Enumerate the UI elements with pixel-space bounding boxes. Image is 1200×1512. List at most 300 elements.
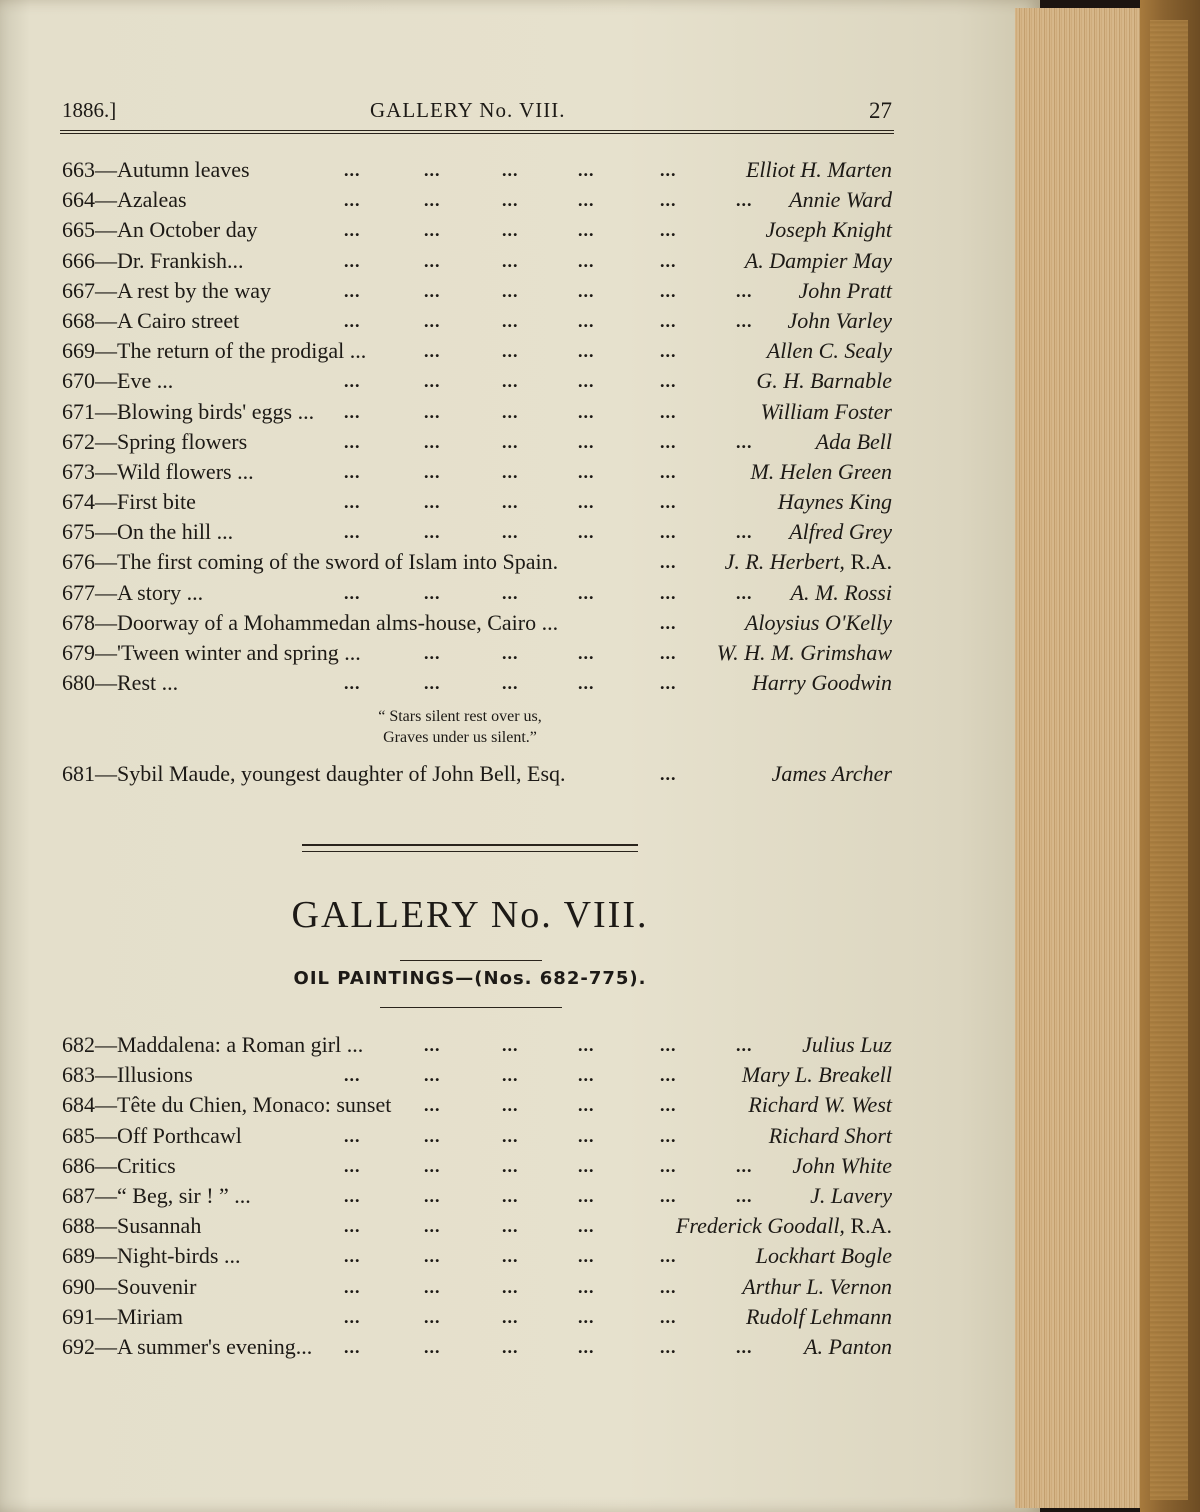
dot-leader: ... [502,220,519,241]
dot-leader: ... [660,280,677,301]
entry-dash: — [95,1333,117,1359]
artist-name: William Foster [760,398,892,424]
entry-number: 685 [62,1122,95,1148]
entry-number: 674 [62,489,95,515]
dot-leader: ... [424,341,441,362]
entry-artist [772,759,892,789]
dot-leader: ... [424,1155,441,1176]
artist-name: Ada Bell [815,428,892,454]
page-block-edge [1015,8,1155,1508]
dot-leader: ... [660,1306,677,1327]
dot-leader: ... [660,431,677,452]
entry-artist [792,1151,892,1181]
header-rule [60,130,894,134]
dot-leader: ... [424,431,441,452]
dot-leader: ... [660,673,677,694]
entry-title: A story ... [117,579,204,605]
dot-leader: ... [736,190,753,211]
entry-artist [725,547,892,577]
entry-dash: — [95,489,117,515]
dot-leader: ... [578,461,595,482]
dot-leader: ... [660,341,677,362]
entry-text [62,638,361,668]
title-underline [400,960,542,961]
dot-leader: ... [578,1216,595,1237]
dot-leader: ... [578,1065,595,1086]
entry-dash: — [95,579,117,605]
dot-leader: ... [502,1185,519,1206]
entry-title: Blowing birds' eggs ... [117,398,315,424]
entry-list-top [62,155,892,698]
entry-dash: — [95,217,117,243]
entry-number: 682 [62,1032,95,1057]
header-title: GALLERY No. VIII. [370,98,566,122]
artist-name: James Archer [771,761,892,786]
dot-leader: ... [424,643,441,663]
dot-leader: ... [502,1306,519,1327]
catalogue-entry [62,336,892,366]
entry-title: Souvenir [117,1273,197,1299]
entry-dash: — [95,1243,117,1269]
entry-text [62,1121,242,1151]
entry-title: 'Tween winter and spring ... [117,640,361,665]
artist-honour: R.A. [844,549,892,575]
artist-name: Aloysius O'Kelly [744,609,892,635]
entry-title: Critics [117,1152,176,1178]
entry-artist [767,336,892,366]
catalogue-entry [62,759,892,789]
dot-leader: ... [578,522,595,543]
dot-leader: ... [424,522,441,543]
entry-artist [756,1241,892,1271]
entry-text [62,759,566,789]
entry-text [62,547,558,577]
dot-leader: ... [344,250,361,271]
entry-dash: — [95,277,117,303]
dot-leader: ... [578,341,595,362]
gallery-title: GALLERY No. VIII. [291,894,649,936]
dot-leader: ... [736,431,753,452]
entry-dash: — [95,157,117,182]
catalogue-entry [62,1211,892,1241]
entry-number: 678 [62,609,95,635]
dot-leader: ... [660,643,677,663]
entry-title: An October day [117,217,258,243]
artist-name: Richard Short [768,1122,892,1148]
entry-title: Miriam [117,1303,183,1329]
entry-text [62,608,558,638]
dot-leader: ... [424,310,441,331]
dot-leader: ... [660,220,677,241]
entry-number: 683 [62,1062,95,1088]
dot-leader: ... [424,1336,441,1357]
entry-title: Night-birds ... [117,1243,241,1269]
artist-name: A. M. Rossi [790,579,892,605]
quote-line-2: Graves under us silent.” [383,729,537,746]
header-year: 1886.] [62,98,117,122]
entry-artist [799,276,893,306]
entry-title: “ Beg, sir ! ” ... [117,1182,251,1208]
entry-list-681 [62,759,892,789]
artist-name: A. Dampier May [744,247,892,273]
entry-text [62,578,203,608]
entry-number: 673 [62,458,95,484]
artist-name: Elliot H. Marten [745,157,892,182]
dot-leader: ... [344,160,361,180]
dot-leader: ... [502,1216,519,1237]
dot-leader: ... [578,673,595,694]
entry-text [62,336,366,366]
entry-dash: — [95,761,117,786]
dot-leader: ... [502,582,519,603]
entry-title: Eve ... [117,368,174,394]
artist-name: Haynes King [777,489,892,515]
dot-leader: ... [660,371,677,392]
entry-artist [746,155,892,185]
catalogue-entry [62,517,892,547]
artist-name: Mary L. Breakell [741,1062,892,1088]
dot-leader: ... [424,1276,441,1297]
artist-name: Richard W. West [748,1092,892,1118]
dot-leader: ... [578,1095,595,1116]
cover-cloth [1150,20,1188,1500]
artist-name: G. H. Barnable [756,368,892,394]
entry-number: 667 [62,277,95,303]
entry-dash: — [95,609,117,635]
dot-leader: ... [424,492,441,513]
dot-leader: ... [424,220,441,241]
dot-leader: ... [344,582,361,603]
entry-text [62,1030,363,1060]
artist-name: Frederick Goodall, [675,1213,845,1239]
entry-dash: — [95,458,117,484]
dot-leader: ... [424,401,441,422]
artist-name: W. H. M. Grimshaw [716,640,892,665]
dot-leader: ... [660,1246,677,1267]
entry-artist [745,246,892,276]
entry-dash: — [95,519,117,545]
entry-artist [761,397,892,427]
dot-leader: ... [344,461,361,482]
dot-leader: ... [502,522,519,543]
entry-title: The first coming of the sword of Islam into Spain. [117,549,559,575]
entry-number: 692 [62,1333,95,1359]
dot-leader: ... [344,1246,361,1267]
catalogue-entry [62,608,892,638]
entry-artist [742,1060,892,1090]
dot-leader: ... [736,310,753,331]
entry-number: 664 [62,187,95,213]
entry-artist [789,185,892,215]
entry-artist [791,578,892,608]
dot-leader: ... [344,492,361,513]
entry-number: 669 [62,338,95,364]
section-underline [380,1007,562,1008]
dot-leader: ... [424,1125,441,1146]
entry-title: A summer's evening... [117,1333,313,1359]
catalogue-entry [62,668,892,698]
dot-leader: ... [736,1035,753,1055]
entry-artist [676,1211,892,1241]
entry-number: 672 [62,428,95,454]
entry-list-bottom [62,1030,892,1362]
entry-title: Doorway of a Mohammedan alms-house, Cairo ... [117,609,559,635]
entry-artist [745,608,892,638]
dot-leader: ... [660,1095,677,1116]
quote-line-1: “ Stars silent rest over us, [378,708,542,725]
catalogue-entry [62,638,892,668]
entry-title: Susannah [117,1213,202,1239]
dot-leader: ... [424,1185,441,1206]
artist-name: J. Lavery [810,1182,892,1208]
entry-dash: — [95,1122,117,1148]
dot-leader: ... [660,310,677,331]
dot-leader: ... [344,673,361,694]
entry-text [62,366,173,396]
dot-leader: ... [344,371,361,392]
running-header [62,98,892,128]
catalogue-entry [62,547,892,577]
artist-name: J. R. Herbert, [724,549,845,575]
catalogue-entry [62,366,892,396]
entry-dash: — [95,187,117,213]
dot-leader: ... [344,401,361,422]
artist-honour: R.A. [844,1213,892,1239]
catalogue-entry [62,397,892,427]
dot-leader: ... [344,1306,361,1327]
dot-leader: ... [502,1336,519,1357]
section-title: OIL PAINTINGS—(Nos. 682-775). [293,968,647,989]
dot-leader: ... [424,1095,441,1116]
dot-leader: ... [578,401,595,422]
dot-leader: ... [502,1095,519,1116]
dot-leader: ... [578,280,595,301]
page-number: 27 [869,98,892,123]
entry-dash: — [95,368,117,394]
entry-artist [742,1272,892,1302]
dot-leader: ... [736,1155,753,1176]
entry-number: 680 [62,670,95,696]
entry-dash: — [95,428,117,454]
catalogue-entry [62,215,892,245]
dot-leader: ... [660,522,677,543]
dot-leader: ... [578,1155,595,1176]
entry-title: Autumn leaves [117,157,250,182]
entry-text [62,1090,391,1120]
entry-text [62,1302,183,1332]
dot-leader: ... [502,250,519,271]
entry-text [62,246,244,276]
entry-dash: — [95,549,117,575]
entry-dash: — [95,1182,117,1208]
catalogue-entry [62,1151,892,1181]
entry-dash: — [95,1273,117,1299]
entry-text [62,215,258,245]
dot-leader: ... [578,190,595,211]
section-divider [302,844,638,852]
dot-leader: ... [578,310,595,331]
entry-artist [789,517,892,547]
entry-title: The return of the prodigal ... [117,338,367,364]
artist-name: Allen C. Sealy [766,338,892,364]
entry-number: 690 [62,1273,95,1299]
artist-name: Alfred Grey [789,519,892,545]
entry-artist [769,1121,892,1151]
dot-leader: ... [578,1125,595,1146]
dot-leader: ... [502,1125,519,1146]
entry-text [62,1211,201,1241]
entry-number: 668 [62,307,95,333]
entry-text [62,276,271,306]
dot-leader: ... [424,461,441,482]
dot-leader: ... [660,492,677,513]
dot-leader: ... [660,1155,677,1176]
entry-title: Tête du Chien, Monaco: sunset [117,1092,392,1118]
dot-leader: ... [424,1216,441,1237]
entry-text [62,668,178,698]
dot-leader: ... [424,371,441,392]
entry-title: Maddalena: a Roman girl ... [117,1032,364,1057]
entry-number: 691 [62,1303,95,1329]
entry-title: Spring flowers [117,428,248,454]
entry-text [62,1151,176,1181]
entry-title: First bite [117,489,196,515]
dot-leader: ... [660,552,677,573]
dot-leader: ... [344,190,361,211]
dot-leader: ... [578,1035,595,1055]
entry-dash: — [95,1062,117,1088]
entry-title: Illusions [117,1062,193,1088]
dot-leader: ... [344,220,361,241]
entry-artist [804,1332,892,1362]
entry-dash: — [95,1092,117,1118]
catalogue-entry [62,1121,892,1151]
catalogue-entry [62,1332,892,1362]
artist-name: Arthur L. Vernon [742,1273,892,1299]
artist-name: John Varley [787,307,892,333]
dot-leader: ... [736,1336,753,1357]
dot-leader: ... [660,764,677,784]
dot-leader: ... [660,1185,677,1206]
dot-leader: ... [502,190,519,211]
entry-artist [788,306,892,336]
dot-leader: ... [502,643,519,663]
entry-number: 679 [62,640,95,665]
dot-leader: ... [344,1336,361,1357]
dot-leader: ... [502,673,519,694]
dot-leader: ... [660,1276,677,1297]
entry-dash: — [95,670,117,696]
entry-dash: — [95,1303,117,1329]
entry-text [62,185,187,215]
entry-number: 666 [62,247,95,273]
entry-text [62,517,233,547]
dot-leader: ... [502,280,519,301]
dot-leader: ... [344,280,361,301]
artist-name: M. Helen Green [750,458,892,484]
entry-number: 686 [62,1152,95,1178]
catalogue-entry [62,246,892,276]
dot-leader: ... [578,1306,595,1327]
dot-leader: ... [424,673,441,694]
entry-title: On the hill ... [117,519,234,545]
catalogue-entry [62,1030,892,1060]
artist-name: John White [792,1152,892,1178]
entry-artist [750,457,892,487]
catalogue-entry [62,487,892,517]
entry-number: 676 [62,549,95,575]
entry-number: 688 [62,1213,95,1239]
entry-artist [746,1302,892,1332]
dot-leader: ... [660,1065,677,1086]
catalogue-entry [62,1241,892,1271]
dot-leader: ... [578,160,595,180]
verse-quote [340,706,580,748]
dot-leader: ... [502,461,519,482]
entry-artist [717,638,892,668]
artist-name: Joseph Knight [765,217,892,243]
dot-leader: ... [660,612,677,633]
entry-number: 689 [62,1243,95,1269]
catalogue-entry [62,185,892,215]
dot-leader: ... [502,371,519,392]
entry-title: Sybil Maude, youngest daughter of John Bell, Esq. [117,761,566,786]
entry-title: Off Porthcawl [117,1122,242,1148]
entry-artist [802,1030,892,1060]
dot-leader: ... [502,492,519,513]
catalogue-entry [62,306,892,336]
dot-leader: ... [424,190,441,211]
dot-leader: ... [424,250,441,271]
dot-leader: ... [502,1155,519,1176]
dot-leader: ... [502,431,519,452]
entry-text [62,306,239,336]
entry-title: A Cairo street [117,307,240,333]
entry-title: Rest ... [117,670,179,696]
dot-leader: ... [502,341,519,362]
entry-dash: — [95,338,117,364]
entry-artist [816,427,892,457]
entry-text [62,1181,251,1211]
catalogue-entry [62,427,892,457]
entry-artist [810,1181,892,1211]
entry-number: 663 [62,157,95,182]
entry-artist [752,668,892,698]
dot-leader: ... [736,582,753,603]
entry-number: 684 [62,1092,95,1118]
entry-dash: — [95,1032,117,1057]
artist-name: Julius Luz [802,1032,892,1057]
entry-text [62,1060,193,1090]
entry-text [62,1241,240,1271]
entry-dash: — [95,1213,117,1239]
dot-leader: ... [578,1276,595,1297]
dot-leader: ... [344,1155,361,1176]
artist-name: A. Panton [804,1333,892,1359]
dot-leader: ... [502,1035,519,1055]
entry-text [62,155,250,185]
dot-leader: ... [502,1276,519,1297]
dot-leader: ... [578,643,595,663]
artist-name: Rudolf Lehmann [745,1303,892,1329]
dot-leader: ... [344,310,361,331]
dot-leader: ... [578,1336,595,1357]
artist-name: Annie Ward [789,187,892,213]
dot-leader: ... [502,1246,519,1267]
dot-leader: ... [578,371,595,392]
dot-leader: ... [660,1125,677,1146]
dot-leader: ... [660,250,677,271]
